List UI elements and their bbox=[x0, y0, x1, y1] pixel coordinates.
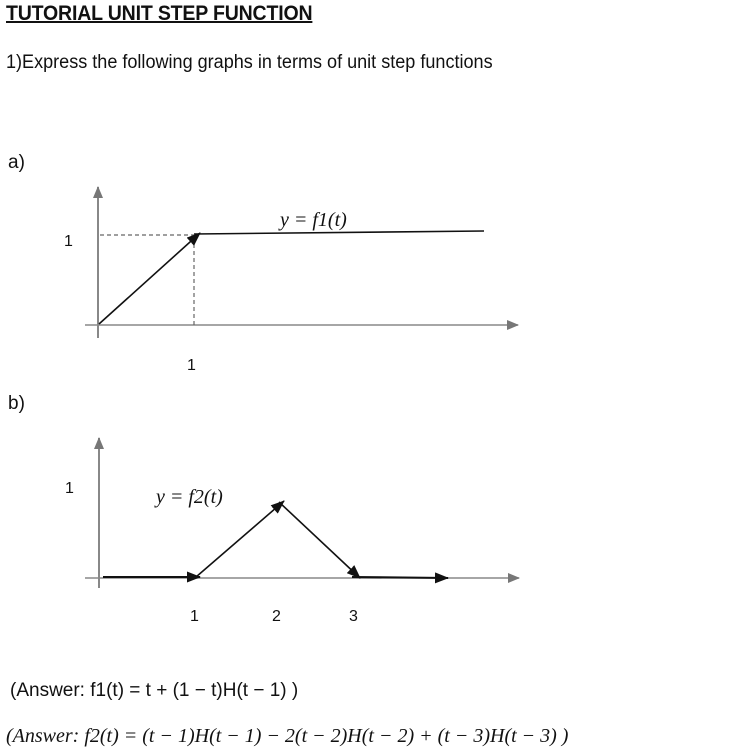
part-b-label: b) bbox=[8, 393, 25, 414]
graph-a bbox=[64, 187, 518, 374]
graph-b-x-tick-3: 3 bbox=[349, 608, 358, 625]
graph-a-x-tick: 1 bbox=[187, 357, 196, 374]
graph-a-flat-segment bbox=[194, 231, 484, 234]
graph-a-ramp-segment bbox=[99, 233, 200, 324]
question-text: 1)Express the following graphs in terms of unit step functions bbox=[6, 52, 493, 73]
graph-a-y-tick: 1 bbox=[64, 233, 73, 250]
graph-b-function-label: y = f2(t) bbox=[156, 486, 223, 508]
graph-b bbox=[65, 438, 519, 625]
graph-b-x-tick-1: 1 bbox=[190, 608, 199, 625]
answer-b: (Answer: f2(t) = (t − 1)H(t − 1) − 2(t − 2)H(t − 2) + (t − 3)H(t − 3) ) bbox=[6, 725, 569, 747]
graph-b-y-tick: 1 bbox=[65, 480, 74, 497]
page-title: TUTORIAL UNIT STEP FUNCTION bbox=[6, 2, 313, 25]
graph-b-x-tick-2: 2 bbox=[272, 608, 281, 625]
graph-b-rising-segment bbox=[196, 501, 284, 577]
graph-a-function-label: y = f1(t) bbox=[280, 209, 347, 231]
answer-a: (Answer: f1(t) = t + (1 − t)H(t − 1) ) bbox=[10, 680, 299, 701]
part-a-label: a) bbox=[8, 152, 25, 173]
graph-b-zero-segment-right bbox=[352, 577, 448, 578]
graph-b-falling-segment bbox=[279, 502, 360, 578]
